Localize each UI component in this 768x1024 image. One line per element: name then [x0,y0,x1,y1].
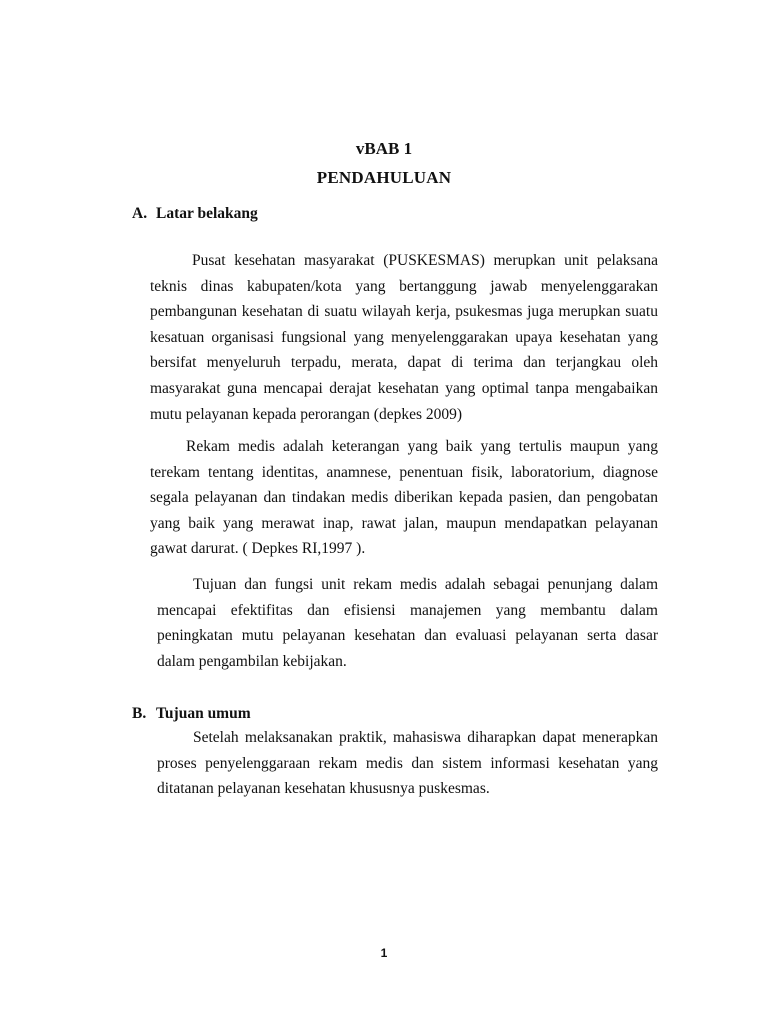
paragraph-tujuan-umum [157,725,658,802]
paragraph-text: Setelah melaksanakan praktik, mahasiswa diharapkan dapat menerapkan proses penyelenggaraan rekam medis dan sistem informasi kesehatan yang ditatanan pelayanan kesehatan khususnya puskesmas. [157,729,658,798]
page-number: 1 [380,946,388,960]
section-heading-text: Latar belakang [156,205,258,222]
paragraph-puskesmas [150,248,658,427]
section-heading-text: Tujuan umum [156,705,251,722]
section-heading-latar-belakang [132,205,258,223]
section-marker: A. [132,205,148,222]
chapter-number: vBAB 1 [355,139,413,158]
chapter-title: PENDAHULUAN [316,168,452,187]
section-marker: B. [132,705,147,722]
paragraph-rekam-medis [150,434,658,562]
section-heading-tujuan-umum [132,705,251,723]
paragraph-text: Tujuan dan fungsi unit rekam medis adalah sebagai penunjang dalam mencapai efektifitas dan efisiensi manajemen yang membantu dalam peningkatan mutu pelayanan kesehatan dan evaluasi pelayanan serta dasar dalam pengambilan kebijakan. [157,576,658,670]
paragraph-text: Rekam medis adalah keterangan yang baik yang tertulis maupun yang terekam tentang identitas, anamnese, penentuan fisik, laboratorium, diagnose segala pelayanan dan tindakan medis diberikan kepada pasien, dan pengobatan yang baik yang merawat inap, rawat jalan, maupun mendapatkan pelayanan gawat darurat. ( Depkes RI,1997 ). [150,438,658,558]
paragraph-text: Pusat kesehatan masyarakat (PUSKESMAS) merupkan unit pelaksana teknis dinas kabupaten/kota yang bertanggung jawab menyelenggarakan pembangunan kesehatan di suatu wilayah kerja, psukesmas juga merupkan suatu kesatuan organisasi fungsional yang menyelenggarakan upaya kesehatan yang bersifat menyeluruh terpadu, merata, dapat di terima dan terjangkau oleh masyarakat guna mencapai derajat kesehatan yang optimal tanpa mengabaikan mutu pelayanan kepada perorangan (depkes 2009) [150,252,658,423]
paragraph-tujuan-fungsi [157,572,658,674]
